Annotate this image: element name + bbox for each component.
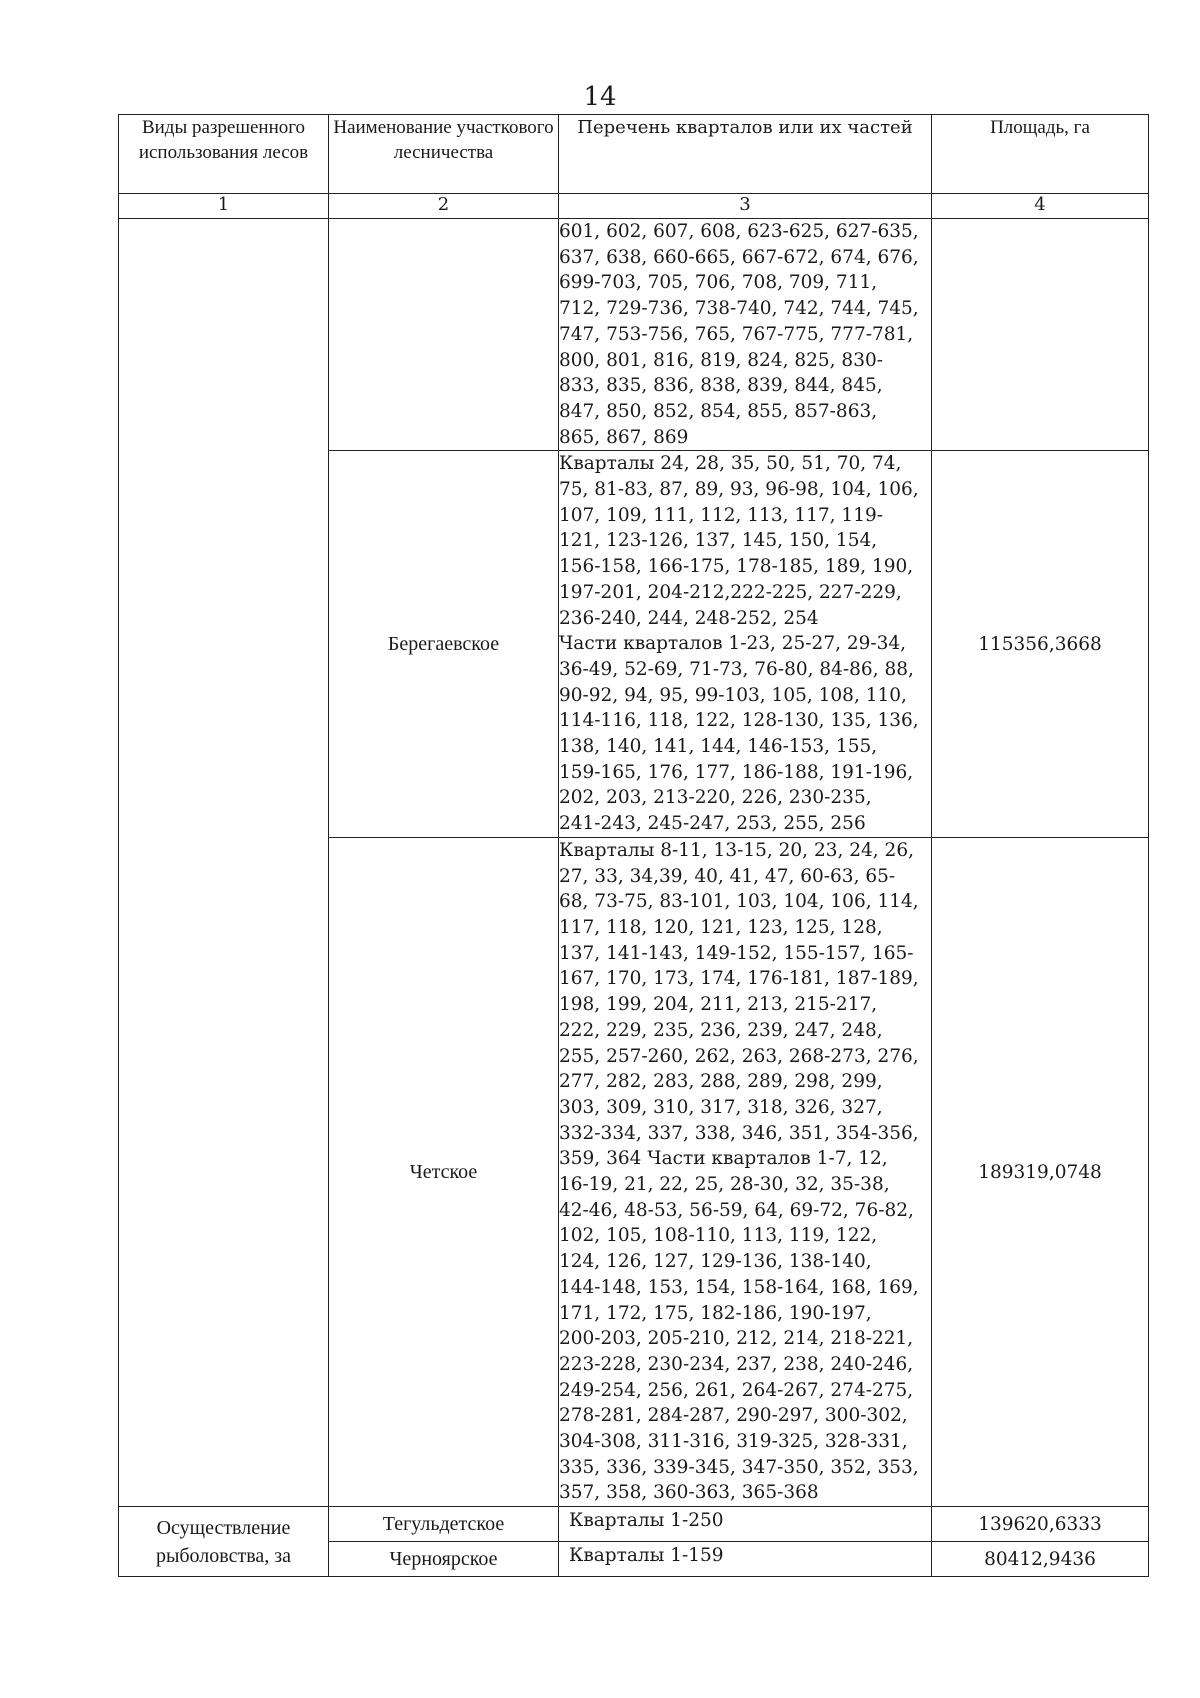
use-type-cell: Осуществление рыболовства, за [119,1507,329,1577]
column-number: 3 [559,194,932,219]
forestry-name-cell: Берегаевское [329,451,559,838]
use-type-cell-empty [119,219,329,1507]
area-cell [932,219,1149,451]
header-use-types: Виды разрешенного использования лесов [119,115,329,194]
forestry-name-cell: Тегульдетское [329,1507,559,1542]
header-forestry-name: Наименование участкового лесничества [329,115,559,194]
table-row [119,1507,1149,1542]
column-number: 2 [329,194,559,219]
header-quarters-list: Перечень кварталов или их частей [559,115,932,194]
forest-use-table [118,114,1149,1577]
quarters-cell: Кварталы 8-11, 13-15, 20, 23, 24, 26, 27, 33, 34,39, 40, 41, 47, 60-63, 65- 68, 73-75, 83-101, 103, 104, 106, 114, 117, 118, 120, 121, 123, 125, 128, 137, 141-143, 149-152, 155-157, 165- 167, 170, 173, 174, 176-181, 187-189, 198, 199, 204, 211, 213, 215-217, 222, 229, 235, 236, 239, 247, 248, 255, 257-260, 262, 263, 268-273, 276, 277, 282, 283, 288, 289, 298, 299, 303, 309, 310, 317, 318, 326, 327, 332-334, 337, 338, 346, 351, 354-356, 359, 364 Части кварталов 1-7, 12, 16-19, 21, 22, 25, 28-30, 32, 35-38, 42-46, 48-53, 56-59, 64, 69-72, 76-82, 102, 105, 108-110, 113, 119, 122, 124, 126, 127, 129-136, 138-140, 144-148, 153, 154, 158-164, 168, 169, 171, 172, 175, 182-186, 190-197, 200-203, 205-210, 212, 214, 218-221, 223-228, 230-234, 237, 238, 240-246, 249-254, 256, 261, 264-267, 274-275, 278-281, 284-287, 290-297, 300-302, 304-308, 311-316, 319-325, 328-331, 335, 336, 339-345, 347-350, 352, 353, 357, 358, 360-363, 365-368 [559,837,932,1506]
header-area: Площадь, га [932,115,1149,194]
table-row [119,219,1149,451]
column-number-row [119,194,1149,219]
forestry-name-cell [329,219,559,451]
area-cell: 139620,6333 [932,1507,1149,1542]
area-cell: 80412,9436 [932,1542,1149,1577]
quarters-cell: Кварталы 1-250 [559,1507,932,1542]
page-number: 14 [583,82,617,112]
column-number: 1 [119,194,329,219]
quarters-cell: Кварталы 1-159 [559,1542,932,1577]
area-cell: 115356,3668 [932,451,1149,838]
forestry-name-cell: Четское [329,837,559,1506]
quarters-cell: 601, 602, 607, 608, 623-625, 627-635, 637, 638, 660-665, 667-672, 674, 676, 699-703, 705, 706, 708, 709, 711, 712, 729-736, 738-740, 742, 744, 745, 747, 753-756, 765, 767-775, 777-781, 800, 801, 816, 819, 824, 825, 830- 833, 835, 836, 838, 839, 844, 845, 847, 850, 852, 854, 855, 857-863, 865, 867, 869 [559,219,932,451]
area-cell: 189319,0748 [932,837,1149,1506]
quarters-cell: Кварталы 24, 28, 35, 50, 51, 70, 74, 75, 81-83, 87, 89, 93, 96-98, 104, 106, 107, 109, 111, 112, 113, 117, 119- 121, 123-126, 137, 145, 150, 154, 156-158, 166-175, 178-185, 189, 190, 197-201, 204-212,222-225, 227-229, 236-240, 244, 248-252, 254 Части кварталов 1-23, 25-27, 29-34, 36-49, 52-69, 71-73, 76-80, 84-86, 88, 90-92, 94, 95, 99-103, 105, 108, 110, 114-116, 118, 122, 128-130, 135, 136, 138, 140, 141, 144, 146-153, 155, 159-165, 176, 177, 186-188, 191-196, 202, 203, 213-220, 226, 230-235, 241-243, 245-247, 253, 255, 256 [559,451,932,838]
header-row [119,115,1149,194]
column-number: 4 [932,194,1149,219]
forestry-name-cell: Черноярское [329,1542,559,1577]
